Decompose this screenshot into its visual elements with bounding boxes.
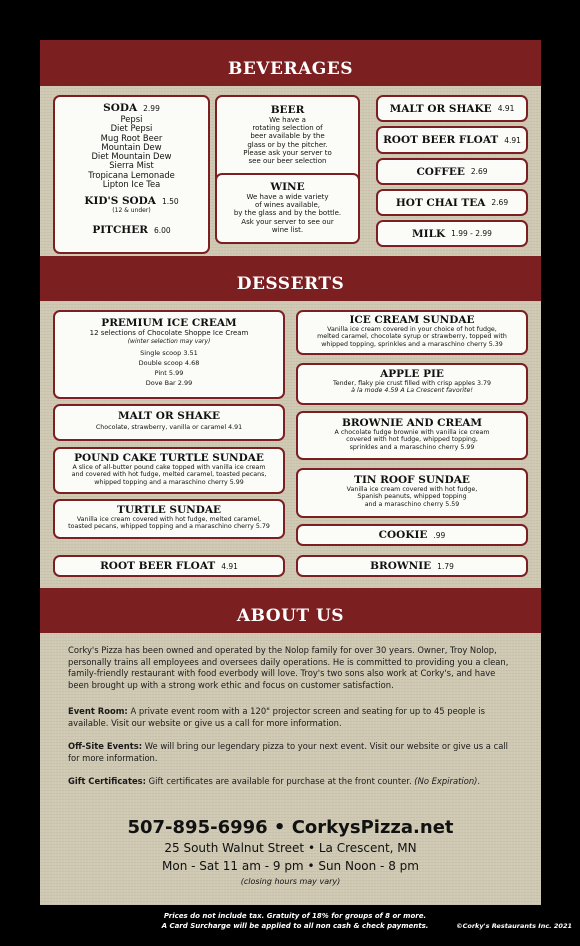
soda-item: Tropicana Lemonade [88, 169, 175, 180]
apple-pie-desc: Tender, flaky pie crust filled with crisp apples 3.79 à la mode 4.59 A La Crescent favorite! [332, 380, 492, 395]
milk-card [376, 220, 528, 247]
coffee-card [376, 158, 528, 185]
wine-card [215, 173, 360, 244]
soda-item: Diet Mountain Dew [91, 151, 172, 162]
brownie-cream-desc: A chocolate fudge brownie with vanilla ice cream covered with hot fudge, whipped topping, sprinkles and a maraschino cherry 5.99 [334, 429, 490, 451]
beverages-header [40, 40, 541, 86]
dessert-malt-shake-title: MALT OR SHAKE [117, 410, 221, 422]
soda-item: Mountain Dew [101, 141, 162, 152]
milk-title: MILK 1.99 - 2.99 [412, 227, 492, 240]
dessert-malt-shake-desc: Chocolate, strawberry, vanilla or caramel 4.91 [95, 424, 243, 431]
footer-line-1: Prices do not include tax. Gratuity of 18% for groups of 8 or more. [163, 912, 427, 920]
root-beer-float-title: ROOT BEER FLOAT 4.91 [383, 134, 521, 146]
footer-line-2: A Card Surcharge will be applied to all non cash & check payments. [161, 922, 429, 930]
menu-page [40, 40, 541, 905]
pound-cake-card [53, 447, 285, 494]
turtle-sundae-card [53, 499, 285, 539]
copyright: ©Corky's Restaurants Inc. 2021 [456, 922, 572, 930]
beer-desc: We have a rotating selection of beer available by the glass or by the pitcher. Please ask your server to see our beer selection [243, 116, 332, 166]
soda-item: Lipton Ice Tea [102, 179, 161, 190]
tin-roof-card [296, 468, 528, 518]
hours-note: (closing hours may vary) [240, 877, 341, 886]
malt-shake-title: MALT OR SHAKE 4.91 [389, 102, 515, 115]
premium-ice-cream-card [53, 310, 285, 399]
pound-cake-title: POUND CAKE TURTLE SUNDAE [74, 452, 264, 464]
brownie-cream-title: BROWNIE AND CREAM [341, 417, 483, 429]
kids-soda-note: (12 & under) [112, 207, 151, 215]
turtle-sundae-desc: Vanilla ice cream covered with hot fudge, melted caramel, toasted pecans, whipped topping and a maraschino cherry 5.79 [68, 516, 270, 531]
wine-desc: We have a wide variety of wines available, by the glass and by the bottle. Ask your server to see our wine list. [233, 193, 342, 234]
ice-cream-sundae-card [296, 310, 528, 355]
brownie-card [296, 555, 528, 577]
soda-title: SODA 2.99 [103, 102, 160, 114]
dessert-malt-shake-card [53, 404, 285, 441]
coffee-title: COFFEE 2.69 [416, 165, 488, 178]
about-heading: ABOUT US [236, 606, 345, 626]
premium-ice-cream-desc: 12 selections of Chocolate Shoppe Ice Cream (winter selection may vary) [89, 329, 249, 345]
root-beer-float-card [376, 126, 528, 154]
desserts-header [40, 256, 541, 301]
premium-ice-cream-options: Single scoop 3.51 Double scoop 4.68 Pint 5.99 Dove Bar 2.99 [138, 349, 200, 387]
about-header [40, 588, 541, 633]
apple-pie-title: APPLE PIE [380, 368, 444, 380]
beverages-heading: BEVERAGES [227, 59, 354, 79]
phone-website: 507-895-6996 • CorkysPizza.net [127, 817, 454, 838]
malt-shake-card [376, 95, 528, 122]
apple-pie-card [296, 363, 528, 405]
desserts-heading: DESSERTS [236, 274, 345, 294]
wine-title: WINE [270, 181, 305, 193]
soda-item: Diet Pepsi [110, 123, 153, 134]
dessert-root-beer-float-title: ROOT BEER FLOAT 4.91 [100, 560, 238, 572]
ice-cream-sundae-title: ICE CREAM SUNDAE [349, 314, 475, 326]
cookie-title: COOKIE .99 [378, 529, 446, 541]
footer-notice [150, 911, 440, 931]
kids-soda-title: KID'S SODA 1.50 [84, 195, 179, 208]
beer-title: BEER [270, 104, 305, 116]
turtle-sundae-title: TURTLE SUNDAE [117, 504, 221, 516]
tin-roof-desc: Vanilla ice cream covered with hot fudge, Spanish peanuts, whipped topping and a maraschino cherry 5.59 [346, 486, 478, 508]
tin-roof-title: TIN ROOF SUNDAE [354, 474, 470, 486]
ice-cream-sundae-desc: Vanilla ice cream covered in your choice of hot fudge, melted caramel, chocolate syrup or strawberry, topped with whipped topping, sprinkles and a maraschino cherry 5.39 [317, 326, 507, 348]
pound-cake-desc: A slice of all-butter pound cake topped with vanilla ice cream and covered with hot fudge, melted caramel, toasted pecans, whipped topping and a maraschino cherry 5.99 [71, 464, 267, 486]
about-paragraph: Corky's Pizza has been owned and operated by the Nolop family for over 30 years. Owner, Troy Nolop, personally trains all employees and oversees daily operations. He is committed to providing you a clean, family-friendly restaurant with food everbody will love. Troy's two sons also work at Corky's, and have been brought up with a strong work ethic and focus on customer satisfaction. [68, 645, 509, 690]
soda-card [53, 95, 210, 254]
pitcher-title: PITCHER 6.00 [92, 224, 171, 237]
address: 25 South Walnut Street • La Crescent, MN [164, 841, 417, 855]
event-room-paragraph: Event Room: A private event room with a 120" projector screen and seating for up to 45 people is available. Visit our website or give us a call for more information. [68, 706, 486, 728]
soda-item: Mug Root Beer [100, 132, 163, 143]
hours: Mon - Sat 11 am - 9 pm • Sun Noon - 8 pm [162, 859, 419, 873]
premium-ice-cream-title: PREMIUM ICE CREAM [101, 317, 237, 329]
hot-chai-tea-card [376, 189, 528, 216]
dessert-root-beer-float-card [53, 555, 285, 577]
off-site-paragraph: Off-Site Events: We will bring our legendary pizza to your next event. Visit our website or give us a call for more information. [68, 741, 508, 763]
hot-chai-tea-title: HOT CHAI TEA 2.69 [395, 196, 509, 209]
brownie-cream-card [296, 411, 528, 460]
soda-item: Pepsi [120, 114, 143, 124]
soda-item: Sierra Mist [109, 160, 154, 171]
gift-certificates-paragraph: Gift Certificates: Gift certificates are available for purchase at the front counter. (No Expiration). [68, 776, 481, 786]
brownie-title: BROWNIE 1.79 [370, 560, 454, 572]
cookie-card [296, 524, 528, 546]
soda-list [55, 115, 208, 189]
